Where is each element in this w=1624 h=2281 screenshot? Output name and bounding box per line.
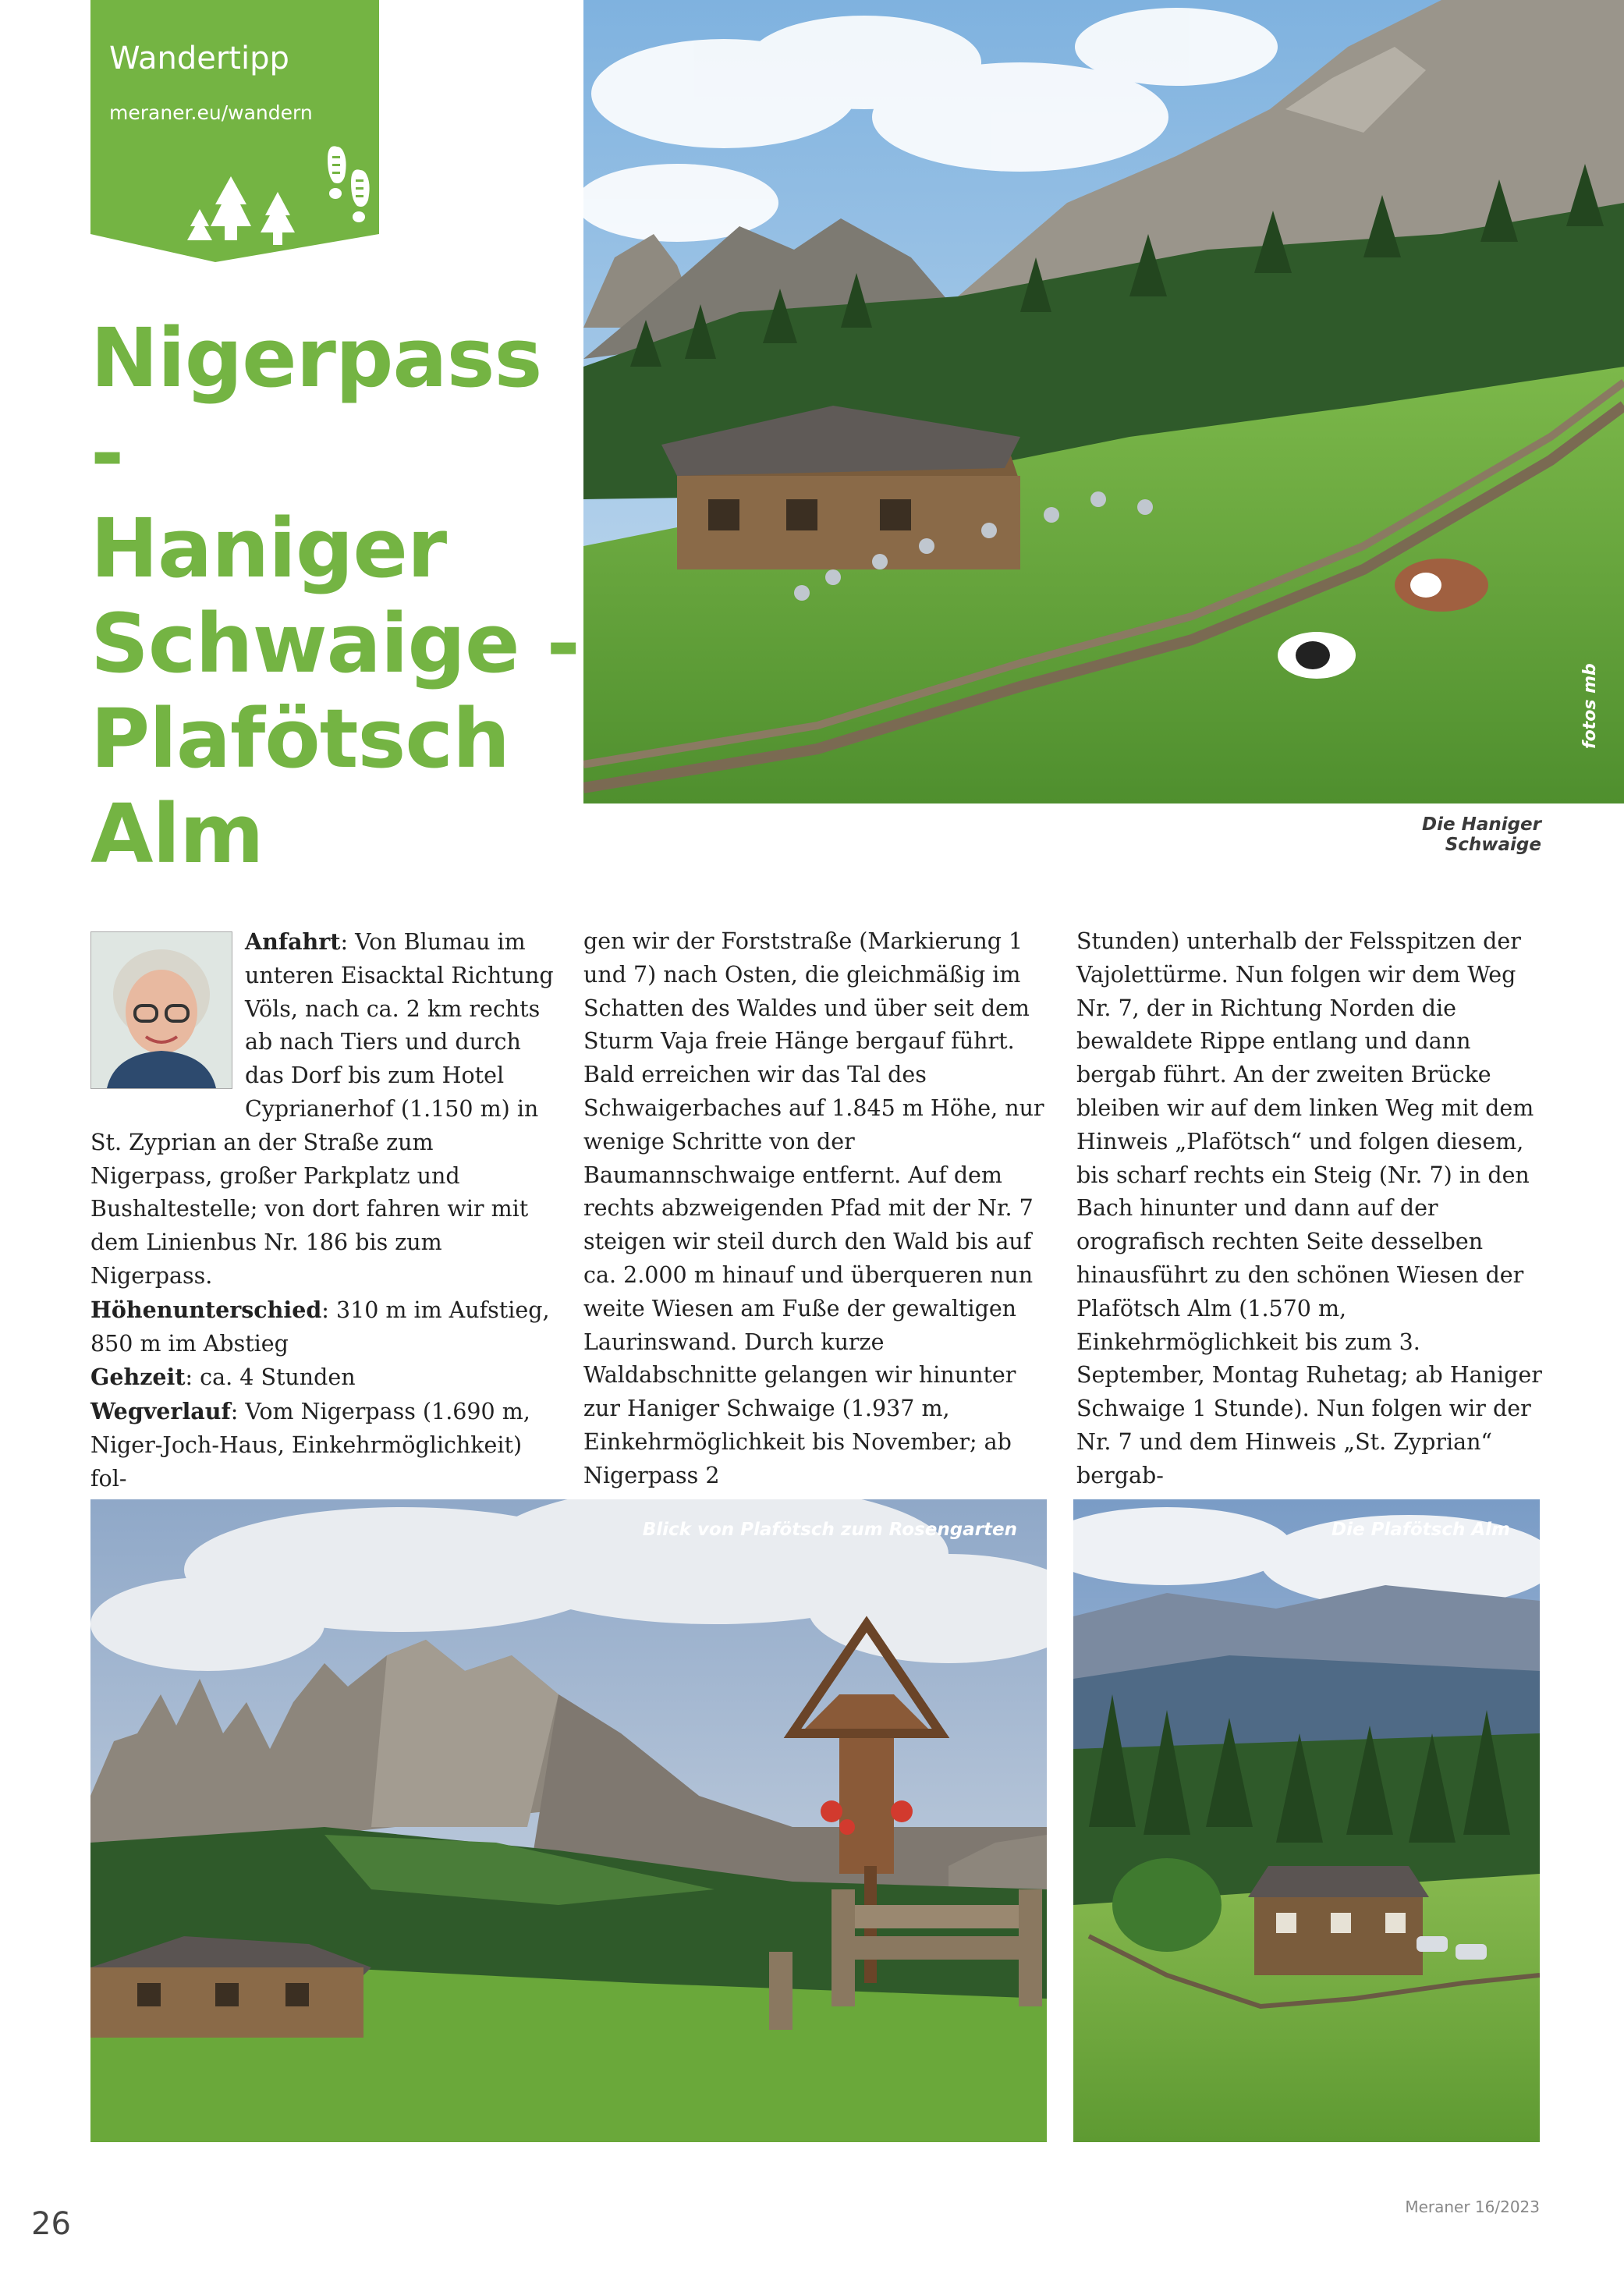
headline-line: Nigerpass - (90, 310, 542, 501)
article-paragraph: gen wir der Forststraße (Markierung 1 und 7) nach Osten, die gleichmäßig im Schatten des Waldes und über seit dem Sturm Vaja freie Hänge bergauf führt. Bald erreichen wir das Tal des Schwaigerbaches auf 1.845 m Höhe, nur wenige Schritte von der Baumannschwaige entfernt. Auf dem rechts abzweigenden Pfad mit der Nr. 7 steigen wir steil durch den Wald bis auf ca. 2.000 m hinauf und überqueren nun weite Wiesen am Fuße der gewaltigen Laurinswand. Durch kurze Waldabschnitte gelangen wir hinunter zur Haniger Schwaige (1.937 m, Einkehrmöglichkeit bis November; ab Nigerpass 2 (583, 928, 1044, 1488)
rosengarten-caption: Blick von Plafötsch zum Rosengarten (642, 1520, 1017, 1540)
article-paragraph: Stunden) unterhalb der Felsspitzen der Vajolettürme. Nun folgen wir dem Weg Nr. 7, der in Richtung Norden die bewaldete Rippe entlang und dann bergab führt. An der zweiten Brücke bleiben wir auf dem linken Weg mit dem Hinweis „Plafötsch“ und folgen diesem, bis scharf rechts ein Steig (Nr. 7) in den Bach hinunter und dann auf der orografisch rechten Seite desselben hinausführt zu den schönen Wiesen der Plafötsch Alm (1.570 m, Einkehrmöglichkeit bis zum 3. September, Montag Ruhetag; ab Haniger Schwaige 1 Stunde). Nun folgen wir der Nr. 7 und dem Hinweis „St. Zyprian“ bergab- (1076, 928, 1542, 1488)
page-number: 26 (31, 2206, 71, 2242)
anfahrt-text: : Von Blumau im unteren Eisacktal Richtung Völs, nach ca. 2 km rechts ab nach Tiers und durch das Dorf bis zum Hotel Cyprianerhof (1.150 m) in St. Zyprian an der Straße zum Nigerpass, großer Parkplatz und Bushaltestelle; von dort fahren wir mit dem Linienbus Nr. 186 bis zum Nigerpass. (90, 929, 554, 1289)
hoehenunterschied-text: : 310 m im Aufstieg, 850 m im Abstieg (90, 1297, 550, 1357)
article-column-2 (583, 925, 1051, 1493)
top-photo-caption: Die Haniger Schwaige (1421, 814, 1541, 855)
gehzeit-label: Gehzeit (90, 1364, 186, 1391)
headline-line: Plafötsch (90, 691, 510, 786)
author-portrait (90, 931, 232, 1089)
plafoetsch-alm-caption: Die Plafötsch Alm (1331, 1520, 1510, 1540)
wegverlauf-text: : Vom Nigerpass (1.690 m, Niger-Joch-Haus, Einkehrmöglichkeit) fol- (90, 1399, 530, 1492)
headline-line: Alm (90, 786, 264, 882)
headline-line: Haniger (90, 501, 447, 596)
gehzeit-text: : ca. 4 Stunden (185, 1364, 356, 1391)
article-column-3 (1076, 925, 1544, 1493)
plafoetsch-alm-photo (1073, 1499, 1540, 2142)
rosengarten-photo (90, 1499, 1047, 2142)
anfahrt-label: Anfahrt (245, 928, 341, 955)
wegverlauf-label: Wegverlauf (90, 1398, 231, 1425)
haniger-schwaige-photo (583, 0, 1624, 803)
hoehenunterschied-label: Höhenunterschied (90, 1296, 322, 1323)
section-url: meraner.eu/wandern (109, 101, 313, 124)
issue-label: Meraner 16/2023 (1405, 2198, 1540, 2216)
section-tab (90, 0, 379, 262)
tab-background (90, 0, 379, 262)
article-column-1 (90, 925, 558, 1496)
section-title: Wandertipp (109, 41, 289, 76)
headline-line: Schwaige - (90, 596, 580, 691)
photo-credit: fotos mb (1580, 663, 1600, 749)
article-headline (90, 310, 590, 882)
